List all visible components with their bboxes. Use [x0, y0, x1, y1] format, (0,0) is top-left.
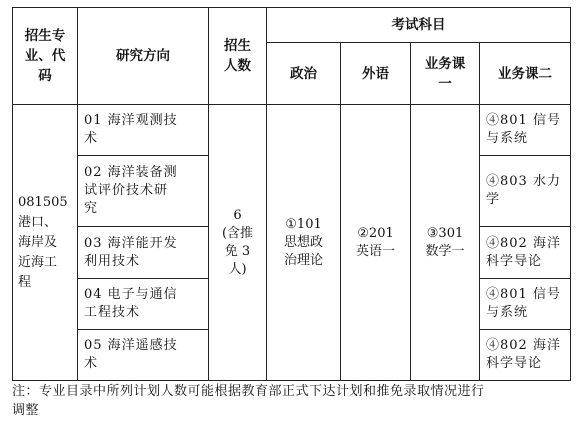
header-research-direction: 研究方向 — [78, 8, 209, 105]
header-professional-course-2: 业务课二 — [480, 43, 571, 105]
direction-name: 04 电子与通信 工程技术 — [78, 279, 209, 330]
major-code-name: 081505 港口、 海岸及 近海工 程 — [13, 105, 78, 381]
header-enrollment: 招生 人数 — [209, 8, 267, 105]
direction-course-2: ④802 海洋 科学导论 — [480, 330, 571, 381]
direction-course-2: ④803 水力 学 — [480, 156, 571, 227]
header-foreign-language: 外语 — [341, 43, 411, 105]
major-enrollment: 6 (含推 免 3 人) — [209, 105, 267, 381]
direction-course-2: ④801 信号 与系统 — [480, 279, 571, 330]
table-row — [13, 105, 571, 156]
direction-name: 02 海洋装备测 试评价技术研 究 — [78, 156, 209, 227]
major-politics: ①101 思想政 治理论 — [267, 105, 341, 381]
major-foreign-language: ②201 英语一 — [341, 105, 411, 381]
direction-course-2: ④802 海洋 科学导论 — [480, 227, 571, 279]
admissions-table — [12, 7, 571, 381]
header-exam-subjects: 考试科目 — [267, 8, 571, 43]
footnote: 注：专业目录中所列计划人数可能根据教育部正式下达计划和推免录取情况进行 调整 — [12, 384, 485, 418]
direction-course-2: ④801 信号 与系统 — [480, 105, 571, 156]
header-politics: 政治 — [267, 43, 341, 105]
header-major-code: 招生专 业、代 码 — [13, 8, 78, 105]
direction-name: 01 海洋观测技 术 — [78, 105, 209, 156]
direction-name: 03 海洋能开发 利用技术 — [78, 227, 209, 279]
major-course-1: ③301 数学一 — [411, 105, 480, 381]
direction-name: 05 海洋遥感技 术 — [78, 330, 209, 381]
header-professional-course-1: 业务课 一 — [411, 43, 480, 105]
